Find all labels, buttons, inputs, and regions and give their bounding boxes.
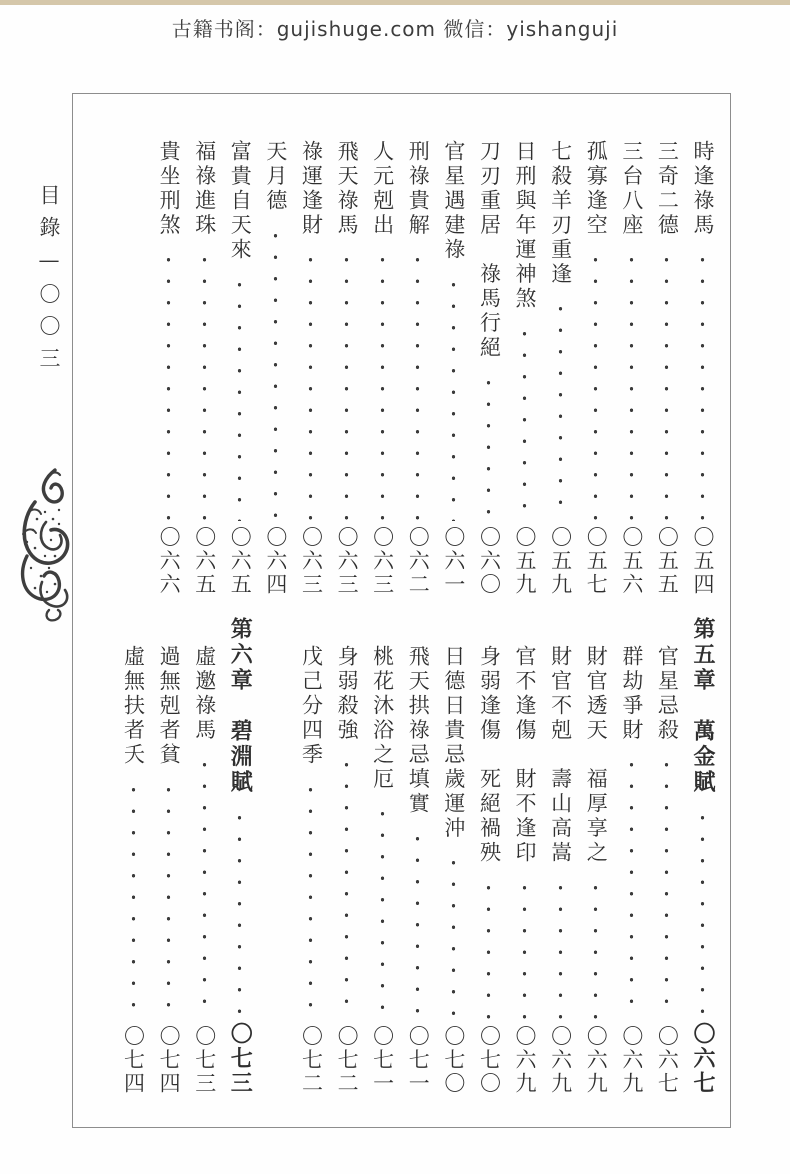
toc-entry xyxy=(299,140,322,596)
toc-entry-title: 第五章 萬金賦 xyxy=(690,617,716,796)
toc-entry-title: 七殺羊刃重逢 xyxy=(548,140,573,287)
toc-entry-title: 時逢祿馬 xyxy=(691,140,715,238)
dot-leader xyxy=(513,321,536,521)
toc-entry-page-number: 〇七二 xyxy=(299,1024,324,1095)
dot-leader xyxy=(691,247,714,521)
dot-leader xyxy=(299,777,322,1020)
toc-entry-title: 人元剋出 xyxy=(370,140,395,238)
dot-leader xyxy=(442,272,465,521)
toc-page-frame xyxy=(72,93,731,1128)
toc-entry-title: 過無剋者貧 xyxy=(157,645,182,768)
toc-entry xyxy=(406,140,429,596)
toc-entry-page-number: 〇五五 xyxy=(655,525,680,596)
toc-entry xyxy=(655,140,678,596)
toc-entry-title: 刀刃重居 祿馬行絕 xyxy=(477,140,502,361)
toc-entry xyxy=(442,140,465,596)
toc-entry xyxy=(691,140,714,596)
dot-leader xyxy=(228,272,251,521)
toc-entry xyxy=(442,617,465,1095)
toc-entry xyxy=(157,140,180,596)
toc-entry-page-number: 〇六一 xyxy=(441,525,466,596)
dot-leader xyxy=(406,247,429,521)
toc-entry-page-number: 〇五九 xyxy=(513,525,538,596)
folio-label: 目錄—〇〇三 xyxy=(37,184,61,379)
toc-entry xyxy=(264,140,287,596)
toc-entry-title: 官不逢傷 財不逢印 xyxy=(513,645,538,866)
toc-entry-title: 天月德 xyxy=(263,140,288,214)
toc-entry-page-number: 〇六三 xyxy=(370,525,395,596)
toc-entry xyxy=(477,140,500,596)
toc-entry xyxy=(549,140,572,596)
toc-entry xyxy=(371,617,394,1095)
toc-entry-page-number: 〇七三 xyxy=(227,1021,254,1095)
toc-entry xyxy=(335,140,358,596)
toc-entry-page-number: 〇五九 xyxy=(548,525,573,596)
toc-entry-page-number: 〇六七 xyxy=(690,1021,716,1095)
toc-entry xyxy=(513,617,536,1095)
toc-entry xyxy=(620,140,643,596)
toc-entry xyxy=(584,617,607,1095)
toc-entry-title: 戊己分四季 xyxy=(299,645,324,768)
toc-entry-page-number: 〇七〇 xyxy=(441,1024,466,1095)
toc-entry xyxy=(122,617,145,1095)
dot-leader xyxy=(584,247,607,521)
dot-leader xyxy=(335,752,358,1020)
toc-entry xyxy=(477,617,500,1095)
toc-entry-title: 官星忌殺 xyxy=(655,645,680,743)
toc-entry-title: 日德日貴忌歲運沖 xyxy=(441,645,466,841)
dot-leader xyxy=(371,801,394,1020)
dot-leader xyxy=(549,296,572,521)
toc-entry-page-number: 〇六二 xyxy=(406,525,431,596)
toc-entry-page-number: 〇五七 xyxy=(584,525,609,596)
toc-entry-page-number: 〇六九 xyxy=(513,1024,538,1095)
toc-entry xyxy=(513,140,536,596)
toc-entry-title: 身弱殺強 xyxy=(335,645,360,743)
toc-entry-page-number: 〇六四 xyxy=(263,525,288,596)
toc-entry-page-number: 〇六七 xyxy=(655,1024,680,1095)
toc-entry xyxy=(584,140,607,596)
toc-entry xyxy=(228,140,251,596)
toc-entry-title: 飛天祿馬 xyxy=(335,140,360,238)
toc-entry-title: 身弱逢傷 死絕禍殃 xyxy=(477,645,502,866)
toc-entry-title: 三台八座 xyxy=(619,140,644,238)
toc-entry-title: 富貴自天來 xyxy=(228,140,253,263)
carved-dragon-seal-icon xyxy=(15,464,77,624)
dot-leader xyxy=(299,247,322,521)
toc-entry-page-number: 〇六五 xyxy=(228,525,253,596)
toc-entry-title: 虛邀祿馬 xyxy=(192,645,217,743)
dot-leader xyxy=(193,752,216,1020)
toc-entry-title: 第六章 碧淵賦 xyxy=(227,617,254,796)
toc-entry xyxy=(549,617,572,1095)
dot-leader xyxy=(549,875,572,1020)
toc-entry xyxy=(371,140,394,596)
toc-entry-page-number: 〇七一 xyxy=(406,1024,431,1095)
toc-column-block-lower xyxy=(122,617,715,1095)
toc-entry-page-number: 〇六三 xyxy=(299,525,324,596)
toc-column-block-upper xyxy=(157,140,714,596)
toc-entry xyxy=(193,140,216,596)
page-top-accent-strip xyxy=(0,0,790,5)
toc-entry xyxy=(620,617,643,1095)
toc-entry-title: 三奇二德 xyxy=(655,140,680,238)
watermark-header: 古籍书阁：gujishuge.com 微信：yishanguji xyxy=(171,17,619,41)
toc-chapter-entry xyxy=(227,617,254,1095)
toc-column-spacer xyxy=(264,617,287,1095)
dot-leader xyxy=(157,247,180,521)
toc-entry-title: 財官透天 福厚享之 xyxy=(584,645,609,866)
toc-entry-title: 官星遇建祿 xyxy=(441,140,466,263)
toc-entry xyxy=(193,617,216,1095)
dot-leader xyxy=(406,826,429,1020)
toc-entry xyxy=(299,617,322,1095)
toc-entry-page-number: 〇七一 xyxy=(370,1024,395,1095)
toc-entry-title: 孤寡逢空 xyxy=(584,140,609,238)
dot-leader xyxy=(264,223,287,521)
toc-entry xyxy=(157,617,180,1095)
toc-entry-page-number: 〇五四 xyxy=(691,525,715,596)
toc-entry-title: 飛天拱祿忌填實 xyxy=(406,645,431,817)
toc-entry-title: 群劫爭財 xyxy=(619,645,644,743)
toc-entry xyxy=(335,617,358,1095)
toc-entry-page-number: 〇七四 xyxy=(121,1024,146,1095)
toc-entry-page-number: 〇六〇 xyxy=(477,525,502,596)
toc-entry-page-number: 〇七二 xyxy=(335,1024,360,1095)
toc-entry xyxy=(406,617,429,1095)
dot-leader xyxy=(335,247,358,521)
dot-leader xyxy=(655,752,678,1020)
dot-leader xyxy=(228,805,251,1017)
dot-leader xyxy=(157,777,180,1020)
toc-entry-page-number: 〇六六 xyxy=(157,525,182,596)
dot-leader xyxy=(122,777,145,1020)
toc-entry-page-number: 〇七〇 xyxy=(477,1024,502,1095)
toc-entry-title: 財官不剋 壽山高嵩 xyxy=(548,645,573,866)
dot-leader xyxy=(584,875,607,1020)
dot-leader xyxy=(442,850,465,1020)
dot-leader xyxy=(655,247,678,521)
toc-entry-title: 虛無扶者夭 xyxy=(121,645,146,768)
toc-entry-page-number: 〇六九 xyxy=(584,1024,609,1095)
dot-leader xyxy=(477,875,500,1020)
toc-entry-page-number: 〇六五 xyxy=(192,525,217,596)
dot-leader xyxy=(691,805,714,1017)
toc-entry-page-number: 〇七四 xyxy=(157,1024,182,1095)
toc-chapter-entry xyxy=(691,617,714,1095)
dot-leader xyxy=(513,875,536,1020)
dot-leader xyxy=(477,370,500,521)
toc-entry-page-number: 〇七三 xyxy=(192,1024,217,1095)
toc-entry-title: 貴坐刑煞 xyxy=(157,140,182,238)
toc-entry-page-number: 〇六三 xyxy=(335,525,360,596)
dot-leader xyxy=(371,247,394,521)
dot-leader xyxy=(193,247,216,521)
toc-entry-page-number: 〇六九 xyxy=(548,1024,573,1095)
toc-entry-title: 刑祿貴解 xyxy=(406,140,431,238)
toc-entry xyxy=(655,617,678,1095)
dot-leader xyxy=(620,752,643,1020)
toc-entry-page-number: 〇六九 xyxy=(619,1024,644,1095)
dot-leader xyxy=(620,247,643,521)
toc-entry-title: 祿運逢財 xyxy=(299,140,324,238)
toc-entry-page-number: 〇五六 xyxy=(619,525,644,596)
toc-entry-title: 桃花沐浴之厄 xyxy=(370,645,395,792)
toc-entry-title: 福祿進珠 xyxy=(192,140,217,238)
toc-entry-title: 日刑與年運神煞 xyxy=(513,140,538,312)
